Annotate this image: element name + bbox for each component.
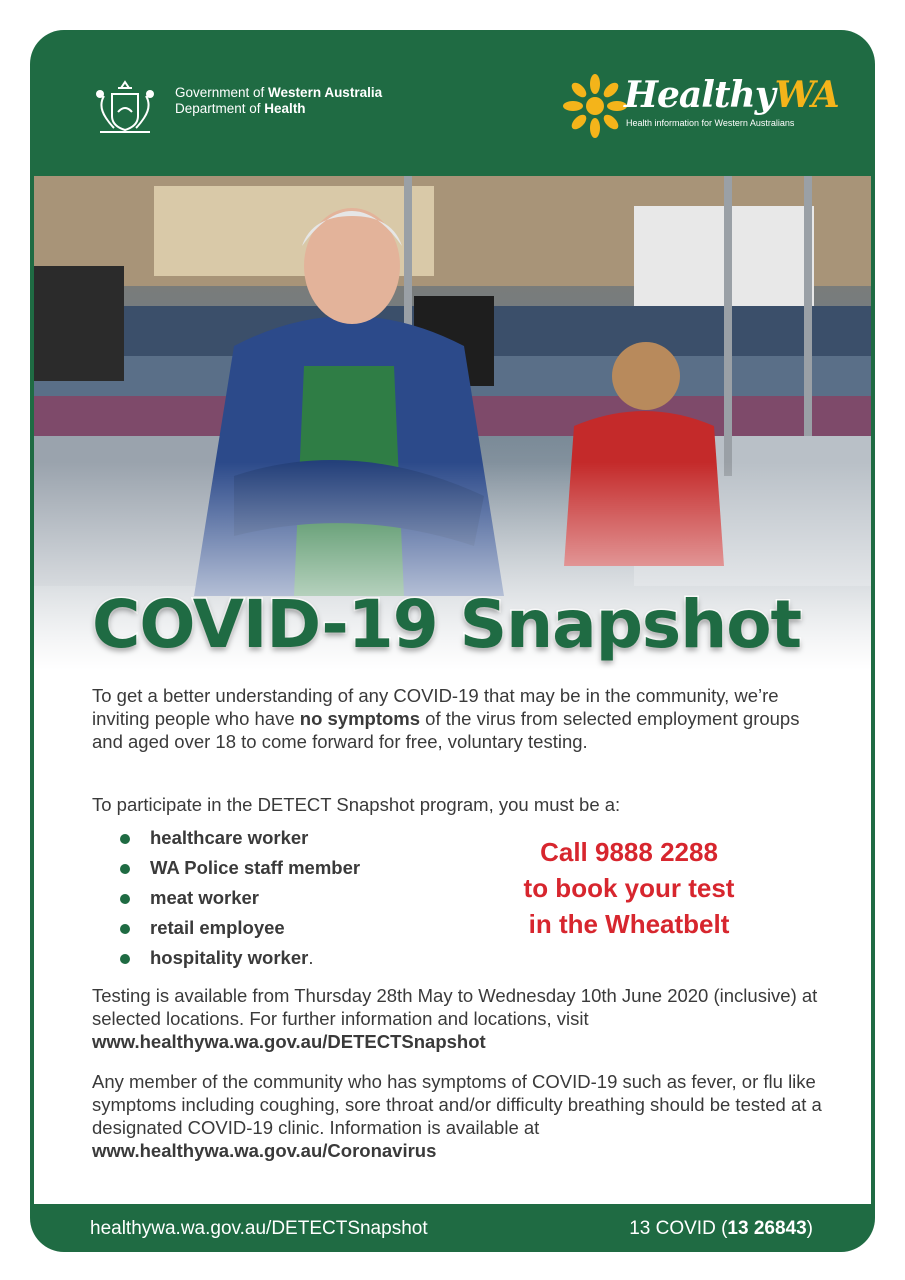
list-item-label: meat worker bbox=[150, 887, 259, 908]
footer-phone-prefix: 13 COVID ( bbox=[629, 1218, 728, 1239]
poster-card bbox=[30, 30, 875, 1252]
detect-snapshot-link[interactable]: www.healthywa.wa.gov.au/DETECTSnapshot bbox=[92, 1031, 486, 1052]
list-item bbox=[120, 948, 360, 978]
gov-line1-prefix: Government of bbox=[175, 85, 269, 100]
eligible-groups-list bbox=[120, 828, 360, 978]
sun-icon bbox=[560, 72, 630, 142]
participate-paragraph: To participate in the DETECT Snapshot program, you must be a: bbox=[92, 794, 621, 815]
callout-line3: in the Wheatbelt bbox=[528, 909, 730, 939]
gov-line2-prefix: Department of bbox=[175, 101, 265, 116]
intro-text: To get a better understanding of any COVID-19 that may be in the community, we’re inviting people who have bbox=[92, 685, 779, 729]
callout-line1: Call 9888 2288 bbox=[540, 837, 718, 867]
coronavirus-link[interactable]: www.healthywa.wa.gov.au/Coronavirus bbox=[92, 1140, 437, 1161]
symptoms-paragraph bbox=[92, 1070, 822, 1162]
testing-text: Testing is available from Thursday 28th May to Wednesday 10th June 2020 (inclusive) at selected locations. For further information and locations, visit bbox=[92, 985, 818, 1029]
intro-bold: no symptoms bbox=[299, 708, 421, 729]
booking-callout bbox=[474, 834, 784, 942]
list-item bbox=[120, 828, 360, 858]
logo-tagline: Health information for Western Australians bbox=[626, 118, 795, 128]
content-area bbox=[34, 176, 871, 1204]
logo-accent-text: WA bbox=[774, 74, 839, 116]
footer-phone bbox=[629, 1218, 813, 1240]
list-item bbox=[120, 918, 360, 948]
gov-line1-bold: Western Australia bbox=[268, 85, 383, 100]
gov-wa-wordmark bbox=[175, 85, 382, 117]
footer-url[interactable]: healthywa.wa.gov.au/DETECTSnapshot bbox=[90, 1218, 428, 1239]
headline: COVID-19 Snapshot bbox=[92, 586, 802, 663]
intro-text-end: of the virus from selected employment groups and aged over 18 to come forward for free, voluntary testing. bbox=[92, 708, 800, 752]
list-item-label: retail employee bbox=[150, 917, 285, 938]
list-item bbox=[120, 858, 360, 888]
healthywa-logo bbox=[560, 72, 839, 142]
list-item-suffix: . bbox=[308, 947, 314, 968]
footer-phone-number: 13 26843 bbox=[727, 1218, 807, 1239]
list-item bbox=[120, 888, 360, 918]
intro-paragraph bbox=[92, 684, 822, 753]
testing-paragraph bbox=[92, 984, 822, 1053]
header-bar bbox=[30, 30, 875, 176]
footer-phone-suffix: ) bbox=[806, 1218, 813, 1239]
gov-line2-bold: Health bbox=[264, 101, 306, 116]
symptoms-text: Any member of the community who has symptoms of COVID-19 such as fever, or flu like symptoms including coughing, sore throat and/or difficulty breathing should be tested at a designated COVID-19 clinic. Information is available at bbox=[92, 1071, 822, 1138]
callout-line2: to book your test bbox=[523, 873, 735, 903]
wa-crest-icon bbox=[90, 72, 160, 138]
list-item-label: healthcare worker bbox=[150, 827, 309, 848]
logo-main-text: Healthy bbox=[624, 74, 775, 116]
list-item-label: hospitality worker bbox=[150, 947, 309, 968]
list-item-label: WA Police staff member bbox=[150, 857, 361, 878]
